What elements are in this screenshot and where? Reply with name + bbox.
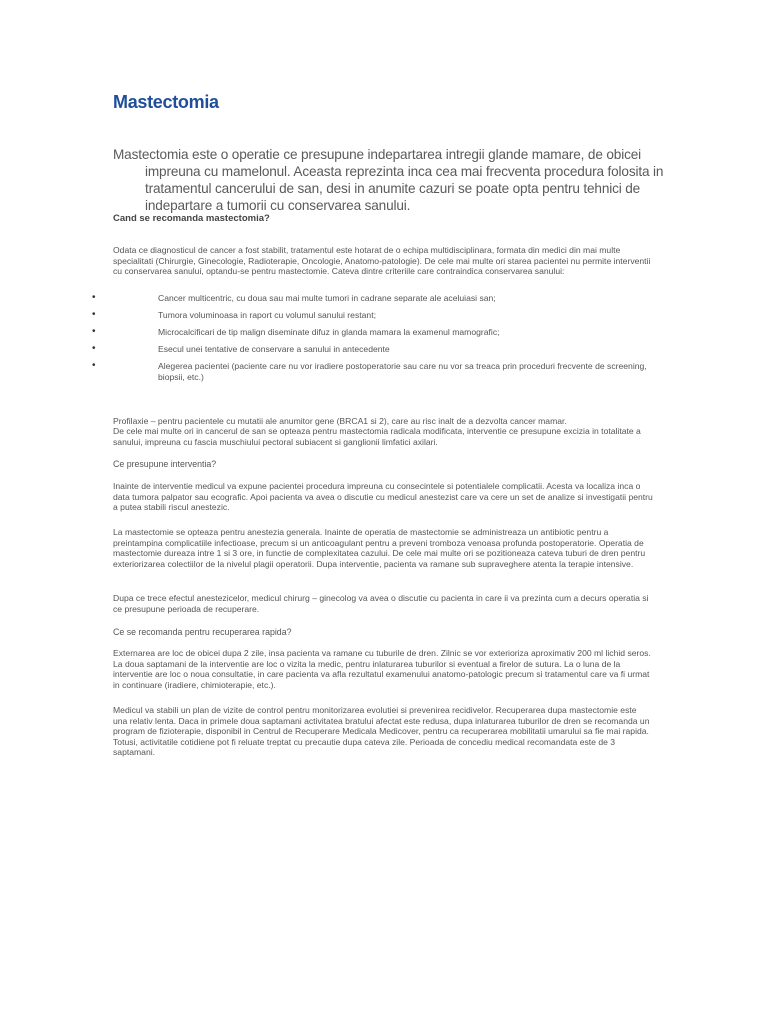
paragraph-anesthesia: La mastectomie se opteaza pentru anestezia generala. Inainte de operatia de mastectomie se administreaza un antibiotic pentru a preintampina complicatiile infectioase, precum si un anticoagulant pentru a preveni tromboza venoasa profunda postoperatorie. Operatia de mastectomie dureaza intre 1 si 3 ore, in functie de complexitatea cazului. De cele mai multe ori se pozitioneaza cateva tuburi de dren pentru exteriorizarea colectiilor de la nivelul plagii operatorii. Dupa interventie, pacienta va ramane sub supraveghere atenta la terapie intensive.	[113, 527, 646, 569]
bullet-icon: •	[92, 359, 96, 371]
bullet-icon: •	[92, 342, 96, 354]
paragraph-follow-up: Medicul va stabili un plan de vizite de control pentru monitorizarea evolutiei si prevenirea recidivelor. Recuperarea dupa mastectomie este una relativ lenta. Daca in primele doua saptamani activitatea bratului afectat este redusa, dupa inlaturarea tuburilor de dren se recomanda un program de fizioterapie, disponibil in Centrul de Recuperare Medicala Medicover, pentru ca recuperarea mobilitatii umarului sa fie mai rapida. Totusi, activitatile cotidiene pot fi reluate treptat cu precautie dupa cateva zile. Perioada de concediu medical recomandata este de 3 saptamani.	[113, 705, 650, 758]
paragraph-before-surgery: Inainte de interventie medicul va expune pacientei procedura impreuna cu consecintele si potentialele complicatii. Acesta va localiza inca o data tumora palpator sau ecografic. Apoi pacienta va avea o discutie cu medicul anestezist care va cere un set de analize si investigatii pentru a putea stabili riscul anestezic.	[113, 481, 653, 513]
list-item: • Tumora voluminoasa in raport cu volumul sanului restant;	[92, 308, 376, 320]
page-title: Mastectomia	[113, 92, 219, 112]
list-item: • Microcalcificari de tip malign diseminate difuz in glanda mamara la examenul mamografic;	[92, 325, 500, 337]
paragraph-radical-mastectomy: De cele mai multe ori in cancerul de san se opteaza pentru mastectomia radicala modificata, interventie ce presupune excizia in totalitate a sanului, impreuna cu fascia muschiului pectoral subiacent si ganglionii limfatici axilari.	[113, 426, 641, 447]
criteria-list	[92, 292, 653, 389]
bullet-icon: •	[92, 308, 96, 320]
bullet-icon: •	[92, 292, 96, 303]
question-heading-recovery: Ce se recomanda pentru recuperarea rapida?	[113, 627, 292, 637]
question-heading-intervention: Ce presupune interventia?	[113, 459, 217, 469]
list-item: • Esecul unei tentative de conservare a sanului in antecedente	[92, 342, 390, 354]
intro-paragraph: Mastectomia este o operatie ce presupune indepartarea intregii glande mamare, de obicei impreuna cu mamelonul. Aceasta reprezinta inca cea mai frecventa procedura folosita in tratamentul cancerului de san, desi in anumite cazuri se poate opta pentru tehnici de indepartare a tumorii cu conservarea sanului.	[113, 147, 664, 213]
section-heading: Cand se recomanda mastectomia?	[113, 213, 270, 224]
paragraph-diagnosis: Odata ce diagnosticul de cancer a fost stabilit, tratamentul este hotarat de o echipa multidisciplinara, formata din medici din mai multe specialitati (Chirurgie, Ginecologie, Radioterapie, Oncologie, Anatomo-patologie). De cele mai multe ori starea pacientei nu permite interventii cu conservarea sanului, optandu-se pentru mastectomie. Cateva dintre criteriile care contraindica conservarea sanului:	[113, 245, 651, 277]
list-item: • Alegerea pacientei (paciente care nu vor iradiere postoperatorie sau care nu vor sa treaca prin proceduri frecvente de screening, biopsii, etc.)	[92, 359, 647, 382]
paragraph-discharge: Externarea are loc de obicei dupa 2 zile, insa pacienta va ramane cu tuburile de dren. Zilnic se vor exterioriza aproximativ 200 ml lichid seros. La doua saptamani de la interventie are loc o vizita la medic, pentru inlaturarea tuburilor si eventual a firelor de sutura. La o luna de la interventie are loc o noua consultatie, in care pacienta va afla rezultatul examenului anatomo-patologic precum si tratamentul care va fi urmat in continuare (iradiere, chimioterapie, etc.).	[113, 648, 651, 690]
bullet-icon: •	[92, 325, 96, 337]
paragraph-after-anesthesia: Dupa ce trece efectul anestezicelor, medicul chirurg – ginecolog va avea o discutie cu pacienta in care ii va prezinta cum a decurs operatia si ce presupune perioada de recuperare.	[113, 593, 649, 614]
paragraph-prophylaxis: Profilaxie – pentru pacientele cu mutatii ale anumitor gene (BRCA1 si 2), care au risc inalt de a dezvolta cancer mamar.	[113, 416, 567, 426]
list-item: • Cancer multicentric, cu doua sau mai multe tumori in cadrane separate ale aceluiasi san;	[92, 292, 496, 303]
